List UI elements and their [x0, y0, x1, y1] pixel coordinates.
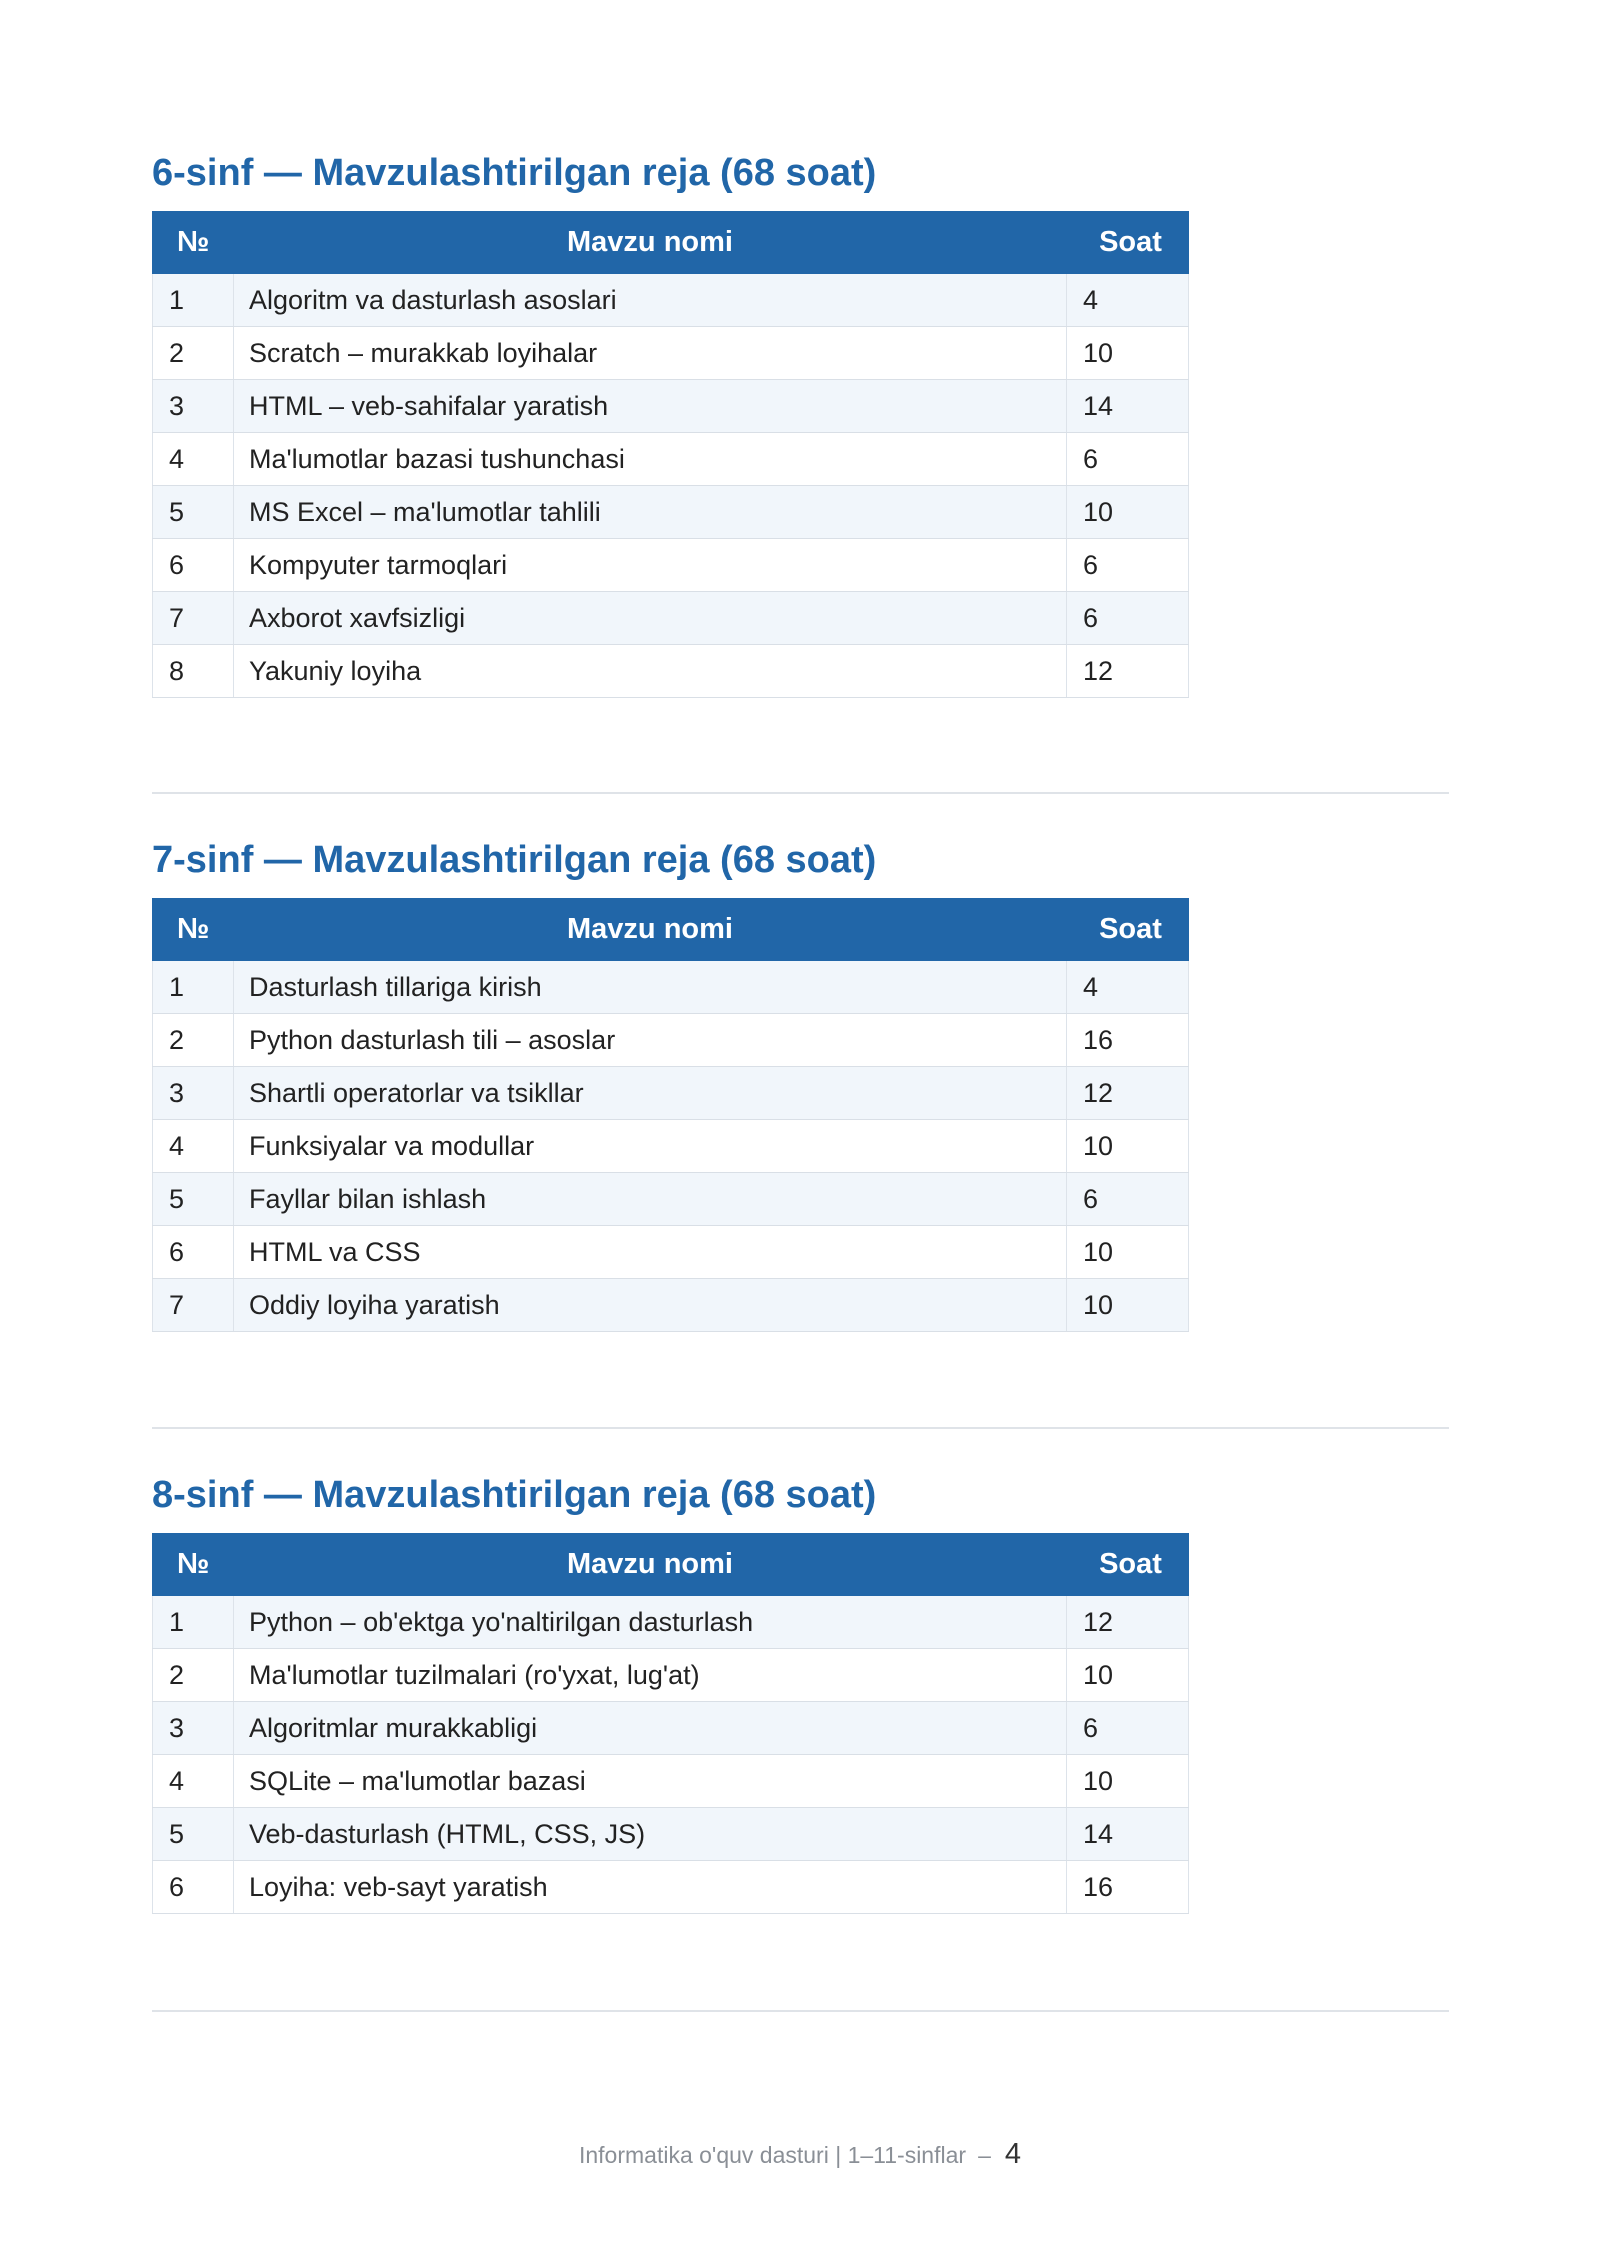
- row-hours: 16: [1067, 1861, 1189, 1914]
- table-row: [153, 592, 1189, 645]
- table-row: [153, 1067, 1189, 1120]
- table-row: [153, 327, 1189, 380]
- column-header-hours: Soat: [1067, 899, 1189, 961]
- row-number: 2: [153, 1014, 234, 1067]
- column-header-topic: Mavzu nomi: [234, 1534, 1067, 1596]
- row-hours: 10: [1067, 1279, 1189, 1332]
- table-row: [153, 1596, 1189, 1649]
- row-hours: 6: [1067, 1173, 1189, 1226]
- row-hours: 10: [1067, 1120, 1189, 1173]
- row-number: 5: [153, 486, 234, 539]
- row-topic: HTML va CSS: [234, 1226, 1067, 1279]
- table-header-row: [153, 212, 1189, 274]
- topic-plan-table: [152, 898, 1189, 1332]
- row-topic: MS Excel – ma'lumotlar tahlili: [234, 486, 1067, 539]
- row-hours: 6: [1067, 1702, 1189, 1755]
- row-topic: Algoritmlar murakkabligi: [234, 1702, 1067, 1755]
- section-grade-8: [152, 1470, 1452, 1902]
- table-row: [153, 1649, 1189, 1702]
- table-row: [153, 1702, 1189, 1755]
- table-row: [153, 1808, 1189, 1861]
- column-header-hours: Soat: [1067, 1534, 1189, 1596]
- table-row: [153, 961, 1189, 1014]
- row-topic: Scratch – murakkab loyihalar: [234, 327, 1067, 380]
- row-hours: 6: [1067, 539, 1189, 592]
- row-number: 4: [153, 1755, 234, 1808]
- table-row: [153, 1173, 1189, 1226]
- row-hours: 10: [1067, 327, 1189, 380]
- row-number: 7: [153, 1279, 234, 1332]
- row-number: 2: [153, 327, 234, 380]
- row-hours: 12: [1067, 645, 1189, 698]
- row-number: 1: [153, 1596, 234, 1649]
- row-number: 1: [153, 961, 234, 1014]
- table-header-row: [153, 1534, 1189, 1596]
- page-footer: [0, 2137, 1600, 2172]
- row-number: 5: [153, 1173, 234, 1226]
- row-topic: Shartli operatorlar va tsikllar: [234, 1067, 1067, 1120]
- row-topic: Veb-dasturlash (HTML, CSS, JS): [234, 1808, 1067, 1861]
- row-number: 6: [153, 1861, 234, 1914]
- row-hours: 6: [1067, 592, 1189, 645]
- column-header-number: №: [153, 899, 234, 961]
- row-hours: 4: [1067, 274, 1189, 327]
- row-topic: Yakuniy loyiha: [234, 645, 1067, 698]
- section-grade-7: [152, 835, 1452, 1320]
- table-row: [153, 645, 1189, 698]
- row-number: 5: [153, 1808, 234, 1861]
- column-header-hours: Soat: [1067, 212, 1189, 274]
- row-hours: 12: [1067, 1067, 1189, 1120]
- section-divider: [152, 792, 1449, 794]
- table-row: [153, 380, 1189, 433]
- row-number: 1: [153, 274, 234, 327]
- column-header-number: №: [153, 1534, 234, 1596]
- row-hours: 10: [1067, 486, 1189, 539]
- row-topic: SQLite – ma'lumotlar bazasi: [234, 1755, 1067, 1808]
- table-row: [153, 274, 1189, 327]
- page-number: 4: [1004, 2138, 1021, 2170]
- row-number: 4: [153, 1120, 234, 1173]
- row-topic: Axborot xavfsizligi: [234, 592, 1067, 645]
- table-row: [153, 1279, 1189, 1332]
- row-topic: Kompyuter tarmoqlari: [234, 539, 1067, 592]
- row-topic: Python – ob'ektga yo'naltirilgan dasturlash: [234, 1596, 1067, 1649]
- table-row: [153, 1861, 1189, 1914]
- row-number: 2: [153, 1649, 234, 1702]
- column-header-topic: Mavzu nomi: [234, 899, 1067, 961]
- row-hours: 10: [1067, 1755, 1189, 1808]
- row-hours: 12: [1067, 1596, 1189, 1649]
- column-header-topic: Mavzu nomi: [234, 212, 1067, 274]
- row-hours: 4: [1067, 961, 1189, 1014]
- row-hours: 14: [1067, 380, 1189, 433]
- column-header-number: №: [153, 212, 234, 274]
- topic-plan-table: [152, 1533, 1189, 1914]
- row-hours: 6: [1067, 433, 1189, 486]
- row-topic: Python dasturlash tili – asoslar: [234, 1014, 1067, 1067]
- row-number: 3: [153, 380, 234, 433]
- section-divider: [152, 1427, 1449, 1429]
- row-hours: 16: [1067, 1014, 1189, 1067]
- row-hours: 10: [1067, 1226, 1189, 1279]
- row-hours: 14: [1067, 1808, 1189, 1861]
- row-topic: HTML – veb-sahifalar yaratish: [234, 380, 1067, 433]
- section-title: 8-sinf — Mavzulashtirilgan reja (68 soat): [152, 1474, 877, 1516]
- table-row: [153, 1226, 1189, 1279]
- row-topic: Ma'lumotlar tuzilmalari (ro'yxat, lug'at): [234, 1649, 1067, 1702]
- row-hours: 10: [1067, 1649, 1189, 1702]
- row-number: 3: [153, 1067, 234, 1120]
- table-header-row: [153, 899, 1189, 961]
- table-row: [153, 1120, 1189, 1173]
- row-topic: Dasturlash tillariga kirish: [234, 961, 1067, 1014]
- topic-plan-table: [152, 211, 1189, 698]
- table-row: [153, 1014, 1189, 1067]
- row-topic: Loyiha: veb-sayt yaratish: [234, 1861, 1067, 1914]
- footer-text: Informatika o'quv dasturi | 1–11-sinflar: [578, 2142, 967, 2168]
- footer-separator: –: [978, 2142, 991, 2168]
- row-topic: Ma'lumotlar bazasi tushunchasi: [234, 433, 1067, 486]
- table-row: [153, 1755, 1189, 1808]
- row-number: 6: [153, 539, 234, 592]
- row-topic: Fayllar bilan ishlash: [234, 1173, 1067, 1226]
- row-topic: Funksiyalar va modullar: [234, 1120, 1067, 1173]
- section-grade-6: [152, 148, 1452, 686]
- table-row: [153, 486, 1189, 539]
- row-number: 7: [153, 592, 234, 645]
- section-title: 7-sinf — Mavzulashtirilgan reja (68 soat): [152, 839, 877, 881]
- row-number: 6: [153, 1226, 234, 1279]
- row-number: 4: [153, 433, 234, 486]
- section-title: 6-sinf — Mavzulashtirilgan reja (68 soat): [152, 152, 877, 194]
- row-number: 3: [153, 1702, 234, 1755]
- table-row: [153, 539, 1189, 592]
- row-topic: Oddiy loyiha yaratish: [234, 1279, 1067, 1332]
- table-row: [153, 433, 1189, 486]
- section-divider: [152, 2010, 1449, 2012]
- row-topic: Algoritm va dasturlash asoslari: [234, 274, 1067, 327]
- row-number: 8: [153, 645, 234, 698]
